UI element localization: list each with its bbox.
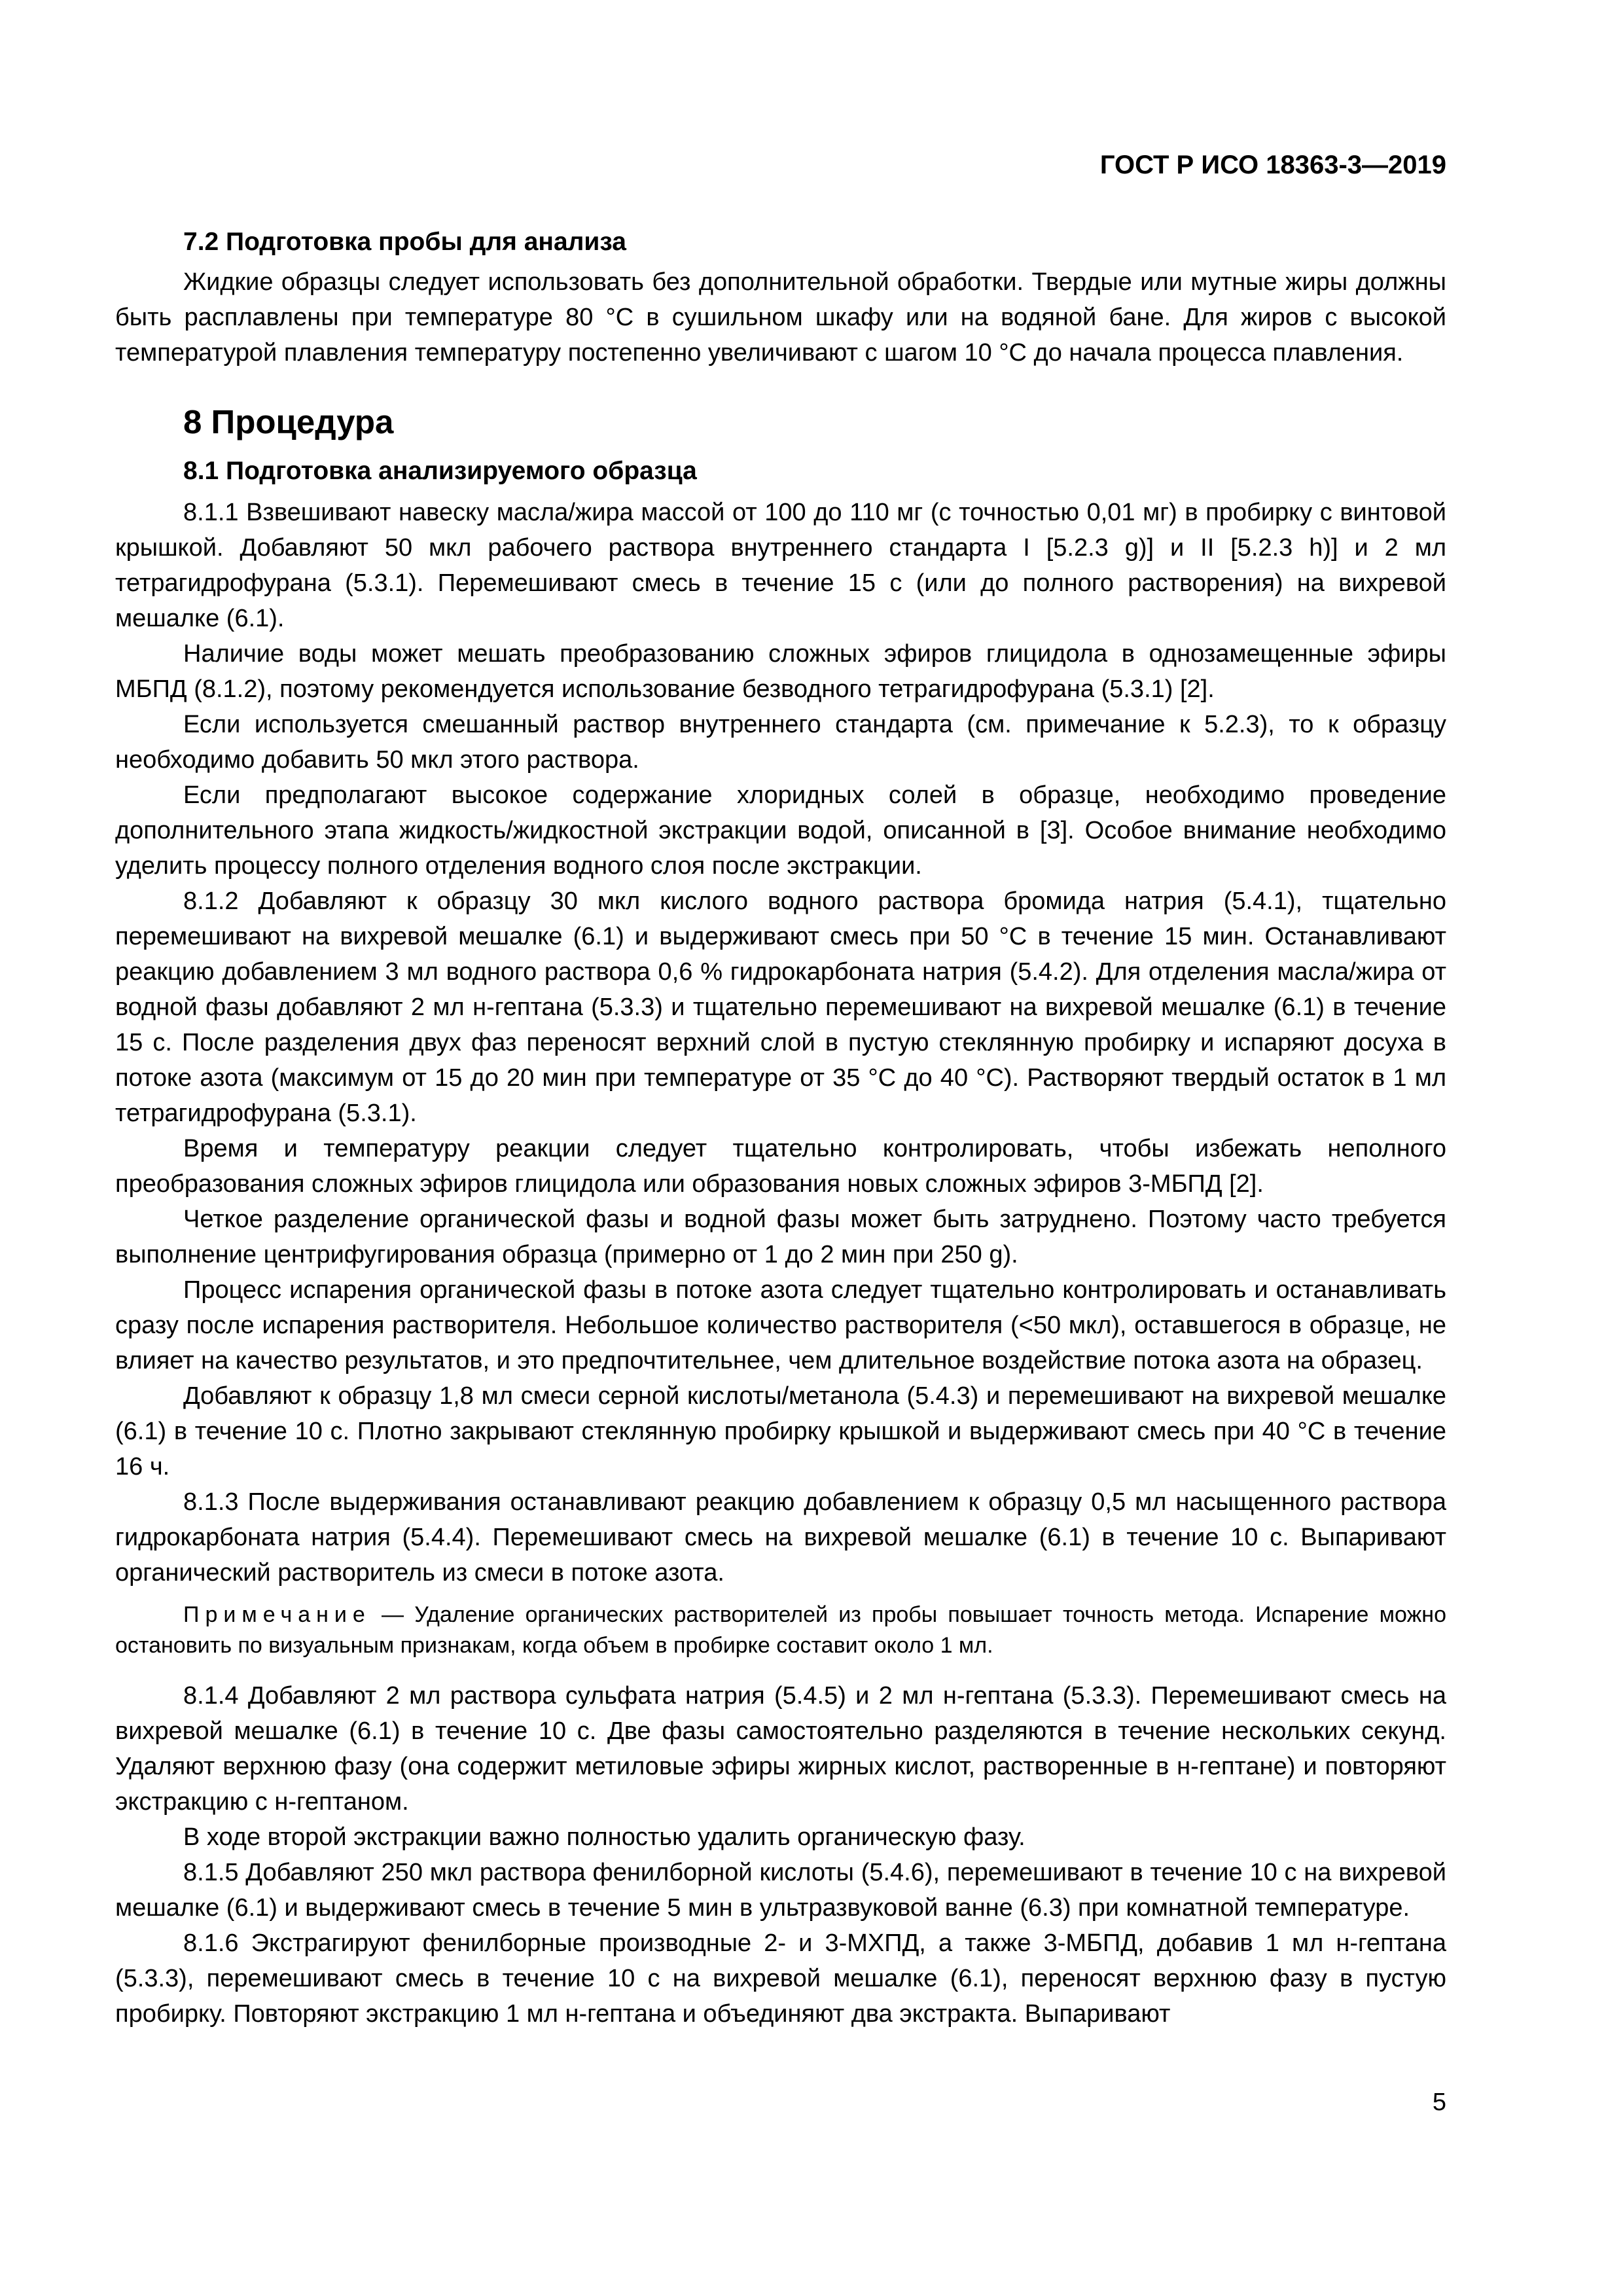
note-label: Примечание (183, 1602, 371, 1627)
paragraph: Жидкие образцы следует использовать без дополнительной обработки. Твердые или мутные жиры должны быть расплавлены при температуре 80 °С в сушильном шкафу или на водяной бане. Для жиров с высокой температурой плавления температуру постепенно увеличивают с шагом 10 °С до начала процесса плавления. (115, 268, 1446, 367)
paragraph-8-1-5: 8.1.5 Добавляют 250 мкл раствора фенилборной кислоты (5.4.6), перемешивают в течение 10 с на вихревой мешалке (6.1) и выдерживают смесь в течение 5 мин в ультразвуковой ванне (6.3) при комнатной температуре. (115, 1859, 1446, 1922)
paragraph: Если используется смешанный раствор внутреннего стандарта (см. примечание к 5.2.3), то к образцу необходимо добавить 50 мкл этого раствора. (115, 711, 1446, 774)
page-number: 5 (1432, 2089, 1446, 2116)
paragraph-8-1-1: 8.1.1 Взвешивают навеску масла/жира массой от 100 до 110 мг (с точностью 0,01 мг) в пробирку с винтовой крышкой. Добавляют 50 мкл рабочего раствора внутреннего стандарта I [5.2.3 g)] и II [5.2.3 h)] и 2 мл тетрагидрофурана (5.3.1). Перемешивают смесь в течение 15 с (или до полного растворения) на вихревой мешалке (6.1). (115, 499, 1446, 632)
paragraph: Время и температуру реакции следует тщательно контролировать, чтобы избежать неполного преобразования сложных эфиров глицидола или образования новых сложных эфиров 3-МБПД [2]. (115, 1135, 1446, 1198)
paragraph: Добавляют к образцу 1,8 мл смеси серной кислоты/метанола (5.4.3) и перемешивают на вихревой мешалке (6.1) в течение 10 с. Плотно закрывают стеклянную пробирку крышкой и выдерживают смесь при 40 °С в течение 16 ч. (115, 1382, 1446, 1480)
section-8-1-title: 8.1 Подготовка анализируемого образца (183, 457, 697, 485)
section-8-title: 8 Процедура (183, 403, 394, 440)
paragraph: Если предполагают высокое содержание хлоридных солей в образце, необходимо проведение дополнительного этапа жидкость/жидкостной экстракции водой, описанной в [3]. Особое внимание необходимо уделить процессу полного отделения водного слоя после экстракции. (115, 781, 1446, 880)
paragraph: В ходе второй экстракции важно полностью удалить органическую фазу. (183, 1823, 1026, 1851)
paragraph: Процесс испарения органической фазы в потоке азота следует тщательно контролировать и останавливать сразу после испарения растворителя. Небольшое количество растворителя (<50 мкл), оставшегося в образце, не влияет на качество результатов, и это предпочтительнее, чем длительное воздействие потока азота на образец. (115, 1276, 1446, 1374)
paragraph: Четкое разделение органической фазы и водной фазы может быть затруднено. Поэтому часто требуется выполнение центрифугирования образца (примерно от 1 до 2 мин при 250 g). (115, 1206, 1446, 1268)
paragraph-8-1-2: 8.1.2 Добавляют к образцу 30 мкл кислого водного раствора бромида натрия (5.4.1), тщательно перемешивают на вихревой мешалке (6.1) и выдерживают смесь при 50 °С в течение 15 мин. Останавливают реакцию добавлением 3 мл водного раствора 0,6 % гидрокарбоната натрия (5.4.2). Для отделения масла/жира от водной фазы добавляют 2 мл н-гептана (5.3.3) и тщательно перемешивают на вихревой мешалке (6.1) в течение 15 с. После разделения двух фаз переносят верхний слой в пустую стеклянную пробирку и испаряют досуха в потоке азота (максимум от 15 до 20 мин при температуре от 35 °С до 40 °С). Растворяют твердый остаток в 1 мл тетрагидрофурана (5.3.1). (115, 888, 1446, 1127)
note-text: — Удаление органических растворителей из пробы повышает точность метода. Испарение можно остановить по визуальным признакам, когда объем в пробирке составит около 1 мл. (115, 1602, 1446, 1658)
section-7-2-title: 7.2 Подготовка пробы для анализа (183, 228, 626, 256)
paragraph-8-1-4: 8.1.4 Добавляют 2 мл раствора сульфата натрия (5.4.5) и 2 мл н-гептана (5.3.3). Перемешивают смесь на вихревой мешалке (6.1) в течение 10 с. Две фазы самостоятельно разделяются в течение нескольких секунд. Удаляют верхнюю фазу (она содержит метиловые эфиры жирных кислот, растворенные в н-гептане) и повторяют экстракцию с н-гептаном. (115, 1682, 1446, 1816)
document-code-header: ГОСТ Р ИСО 18363-3—2019 (1099, 151, 1446, 179)
paragraph-8-1-6: 8.1.6 Экстрагируют фенилборные производные 2- и 3-МХПД, а также 3-МБПД, добавив 1 мл н-гептана (5.3.3), перемешивают смесь в течение 10 с на вихревой мешалке (6.1), переносят верхнюю фазу в пустую пробирку. Повторяют экстракцию 1 мл н-гептана и объединяют два экстракта. Выпаривают (115, 1929, 1446, 2028)
note (115, 1600, 1446, 1661)
paragraph: Наличие воды может мешать преобразованию сложных эфиров глицидола в однозамещенные эфиры МБПД (8.1.2), поэтому рекомендуется использование безводного тетрагидрофурана (5.3.1) [2]. (115, 640, 1446, 703)
paragraph-8-1-3: 8.1.3 После выдерживания останавливают реакцию добавлением к образцу 0,5 мл насыщенного раствора гидрокарбоната натрия (5.4.4). Перемешивают смесь на вихревой мешалке (6.1) в течение 10 с. Выпаривают органический растворитель из смеси в потоке азота. (115, 1488, 1446, 1587)
